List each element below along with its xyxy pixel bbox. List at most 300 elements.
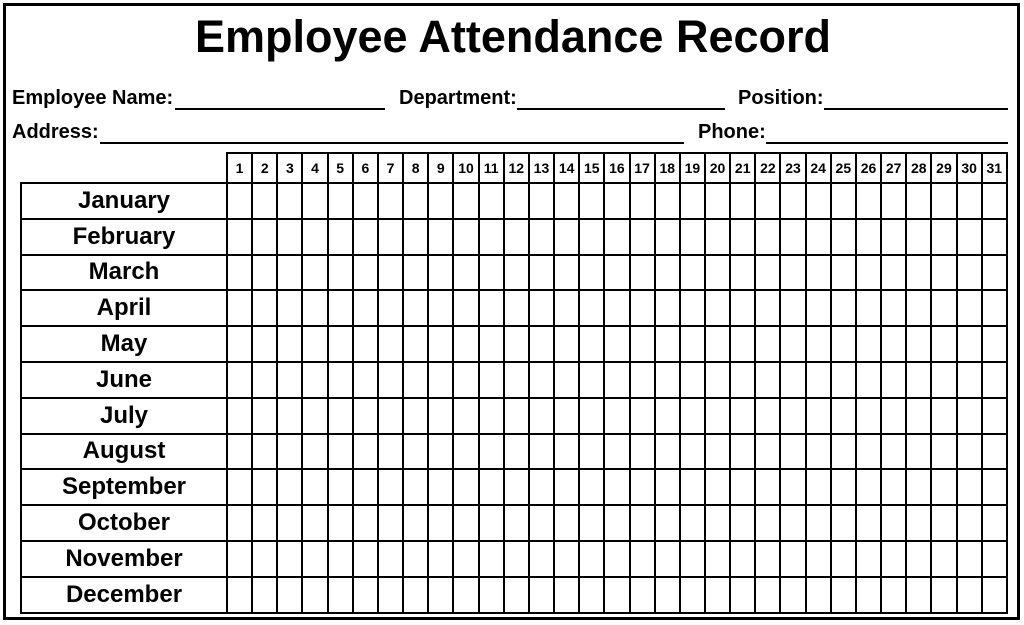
attendance-cell[interactable]	[302, 577, 327, 613]
attendance-cell[interactable]	[630, 398, 655, 434]
attendance-cell[interactable]	[554, 326, 579, 362]
attendance-cell[interactable]	[630, 362, 655, 398]
attendance-cell[interactable]	[529, 326, 554, 362]
attendance-cell[interactable]	[453, 183, 478, 219]
employee-name-field[interactable]	[12, 86, 173, 110]
attendance-cell[interactable]	[831, 434, 856, 470]
attendance-cell[interactable]	[680, 505, 705, 541]
attendance-cell[interactable]	[554, 469, 579, 505]
attendance-cell[interactable]	[529, 577, 554, 613]
attendance-cell[interactable]	[755, 255, 780, 291]
attendance-cell[interactable]	[604, 255, 629, 291]
attendance-cell[interactable]	[906, 541, 931, 577]
attendance-cell[interactable]	[328, 290, 353, 326]
attendance-cell[interactable]	[680, 183, 705, 219]
attendance-cell[interactable]	[604, 219, 629, 255]
position-field[interactable]	[738, 86, 824, 110]
attendance-cell[interactable]	[957, 505, 982, 541]
attendance-cell[interactable]	[831, 541, 856, 577]
attendance-cell[interactable]	[931, 505, 956, 541]
attendance-cell[interactable]	[378, 362, 403, 398]
attendance-cell[interactable]	[378, 183, 403, 219]
attendance-cell[interactable]	[931, 219, 956, 255]
attendance-cell[interactable]	[931, 398, 956, 434]
attendance-cell[interactable]	[302, 505, 327, 541]
attendance-cell[interactable]	[428, 290, 453, 326]
attendance-cell[interactable]	[378, 219, 403, 255]
department-field[interactable]	[399, 86, 517, 110]
attendance-cell[interactable]	[328, 541, 353, 577]
attendance-cell[interactable]	[806, 290, 831, 326]
attendance-cell[interactable]	[856, 290, 881, 326]
attendance-cell[interactable]	[504, 398, 529, 434]
attendance-cell[interactable]	[403, 290, 428, 326]
attendance-cell[interactable]	[227, 255, 252, 291]
attendance-cell[interactable]	[428, 577, 453, 613]
attendance-cell[interactable]	[353, 541, 378, 577]
attendance-cell[interactable]	[730, 434, 755, 470]
attendance-cell[interactable]	[302, 434, 327, 470]
attendance-cell[interactable]	[630, 577, 655, 613]
attendance-cell[interactable]	[554, 183, 579, 219]
attendance-cell[interactable]	[856, 362, 881, 398]
attendance-cell[interactable]	[353, 219, 378, 255]
attendance-cell[interactable]	[856, 398, 881, 434]
attendance-cell[interactable]	[931, 541, 956, 577]
attendance-cell[interactable]	[252, 326, 277, 362]
attendance-cell[interactable]	[353, 505, 378, 541]
attendance-cell[interactable]	[579, 505, 604, 541]
phone-field[interactable]	[698, 120, 766, 144]
attendance-cell[interactable]	[655, 398, 680, 434]
attendance-cell[interactable]	[353, 362, 378, 398]
attendance-cell[interactable]	[277, 255, 302, 291]
attendance-cell[interactable]	[655, 469, 680, 505]
attendance-cell[interactable]	[604, 434, 629, 470]
attendance-cell[interactable]	[680, 290, 705, 326]
attendance-cell[interactable]	[906, 290, 931, 326]
attendance-cell[interactable]	[277, 362, 302, 398]
attendance-cell[interactable]	[378, 469, 403, 505]
attendance-cell[interactable]	[982, 434, 1007, 470]
attendance-cell[interactable]	[428, 183, 453, 219]
attendance-cell[interactable]	[604, 326, 629, 362]
attendance-cell[interactable]	[227, 434, 252, 470]
attendance-cell[interactable]	[453, 255, 478, 291]
attendance-cell[interactable]	[479, 469, 504, 505]
attendance-cell[interactable]	[554, 290, 579, 326]
attendance-cell[interactable]	[529, 541, 554, 577]
attendance-cell[interactable]	[705, 541, 730, 577]
attendance-cell[interactable]	[252, 541, 277, 577]
attendance-cell[interactable]	[655, 362, 680, 398]
attendance-cell[interactable]	[680, 398, 705, 434]
attendance-cell[interactable]	[806, 362, 831, 398]
attendance-cell[interactable]	[252, 577, 277, 613]
attendance-cell[interactable]	[881, 469, 906, 505]
attendance-cell[interactable]	[630, 255, 655, 291]
attendance-cell[interactable]	[831, 290, 856, 326]
attendance-cell[interactable]	[806, 219, 831, 255]
attendance-cell[interactable]	[579, 255, 604, 291]
attendance-cell[interactable]	[403, 577, 428, 613]
attendance-cell[interactable]	[353, 398, 378, 434]
attendance-cell[interactable]	[604, 290, 629, 326]
attendance-cell[interactable]	[579, 326, 604, 362]
attendance-cell[interactable]	[604, 469, 629, 505]
attendance-cell[interactable]	[252, 398, 277, 434]
attendance-cell[interactable]	[780, 183, 805, 219]
attendance-cell[interactable]	[831, 219, 856, 255]
attendance-cell[interactable]	[655, 577, 680, 613]
attendance-cell[interactable]	[403, 541, 428, 577]
attendance-cell[interactable]	[730, 398, 755, 434]
attendance-cell[interactable]	[982, 362, 1007, 398]
attendance-cell[interactable]	[680, 469, 705, 505]
attendance-cell[interactable]	[378, 541, 403, 577]
attendance-cell[interactable]	[428, 434, 453, 470]
attendance-cell[interactable]	[227, 290, 252, 326]
attendance-cell[interactable]	[906, 398, 931, 434]
attendance-cell[interactable]	[378, 255, 403, 291]
attendance-cell[interactable]	[931, 577, 956, 613]
attendance-cell[interactable]	[579, 434, 604, 470]
attendance-cell[interactable]	[906, 469, 931, 505]
attendance-cell[interactable]	[227, 362, 252, 398]
attendance-cell[interactable]	[579, 183, 604, 219]
attendance-cell[interactable]	[931, 362, 956, 398]
attendance-cell[interactable]	[428, 219, 453, 255]
attendance-cell[interactable]	[403, 469, 428, 505]
attendance-cell[interactable]	[881, 398, 906, 434]
attendance-cell[interactable]	[453, 505, 478, 541]
attendance-cell[interactable]	[856, 219, 881, 255]
attendance-cell[interactable]	[529, 255, 554, 291]
attendance-cell[interactable]	[906, 505, 931, 541]
attendance-cell[interactable]	[705, 398, 730, 434]
attendance-cell[interactable]	[227, 577, 252, 613]
attendance-cell[interactable]	[353, 469, 378, 505]
attendance-cell[interactable]	[529, 398, 554, 434]
attendance-cell[interactable]	[479, 398, 504, 434]
attendance-cell[interactable]	[957, 469, 982, 505]
attendance-cell[interactable]	[705, 577, 730, 613]
attendance-cell[interactable]	[680, 255, 705, 291]
attendance-cell[interactable]	[655, 290, 680, 326]
attendance-cell[interactable]	[252, 362, 277, 398]
attendance-cell[interactable]	[604, 362, 629, 398]
attendance-cell[interactable]	[755, 219, 780, 255]
attendance-cell[interactable]	[806, 541, 831, 577]
attendance-cell[interactable]	[554, 219, 579, 255]
attendance-cell[interactable]	[479, 577, 504, 613]
attendance-cell[interactable]	[856, 183, 881, 219]
attendance-cell[interactable]	[831, 326, 856, 362]
attendance-cell[interactable]	[479, 434, 504, 470]
attendance-cell[interactable]	[403, 505, 428, 541]
attendance-cell[interactable]	[579, 398, 604, 434]
attendance-cell[interactable]	[705, 183, 730, 219]
attendance-cell[interactable]	[227, 219, 252, 255]
attendance-cell[interactable]	[428, 541, 453, 577]
attendance-cell[interactable]	[277, 505, 302, 541]
attendance-cell[interactable]	[277, 183, 302, 219]
attendance-cell[interactable]	[403, 219, 428, 255]
attendance-cell[interactable]	[252, 290, 277, 326]
attendance-cell[interactable]	[302, 219, 327, 255]
attendance-cell[interactable]	[856, 255, 881, 291]
attendance-cell[interactable]	[831, 469, 856, 505]
attendance-cell[interactable]	[881, 219, 906, 255]
attendance-cell[interactable]	[831, 255, 856, 291]
attendance-cell[interactable]	[655, 434, 680, 470]
attendance-cell[interactable]	[881, 183, 906, 219]
attendance-cell[interactable]	[881, 505, 906, 541]
attendance-cell[interactable]	[529, 290, 554, 326]
attendance-cell[interactable]	[957, 255, 982, 291]
attendance-cell[interactable]	[403, 326, 428, 362]
attendance-cell[interactable]	[328, 434, 353, 470]
attendance-cell[interactable]	[906, 434, 931, 470]
attendance-cell[interactable]	[328, 255, 353, 291]
attendance-cell[interactable]	[856, 577, 881, 613]
attendance-cell[interactable]	[931, 326, 956, 362]
attendance-cell[interactable]	[328, 219, 353, 255]
attendance-cell[interactable]	[277, 398, 302, 434]
attendance-cell[interactable]	[680, 219, 705, 255]
attendance-cell[interactable]	[806, 398, 831, 434]
attendance-cell[interactable]	[780, 577, 805, 613]
attendance-cell[interactable]	[957, 362, 982, 398]
attendance-cell[interactable]	[982, 219, 1007, 255]
attendance-cell[interactable]	[655, 541, 680, 577]
attendance-cell[interactable]	[806, 577, 831, 613]
attendance-cell[interactable]	[504, 255, 529, 291]
attendance-cell[interactable]	[680, 434, 705, 470]
attendance-cell[interactable]	[328, 505, 353, 541]
attendance-cell[interactable]	[906, 183, 931, 219]
attendance-cell[interactable]	[277, 219, 302, 255]
attendance-cell[interactable]	[403, 255, 428, 291]
attendance-cell[interactable]	[831, 505, 856, 541]
attendance-cell[interactable]	[554, 362, 579, 398]
attendance-cell[interactable]	[428, 398, 453, 434]
attendance-cell[interactable]	[780, 362, 805, 398]
attendance-cell[interactable]	[302, 541, 327, 577]
attendance-cell[interactable]	[302, 362, 327, 398]
attendance-cell[interactable]	[806, 434, 831, 470]
attendance-cell[interactable]	[630, 219, 655, 255]
attendance-cell[interactable]	[227, 326, 252, 362]
attendance-cell[interactable]	[806, 505, 831, 541]
attendance-cell[interactable]	[957, 541, 982, 577]
attendance-cell[interactable]	[504, 469, 529, 505]
attendance-cell[interactable]	[906, 255, 931, 291]
attendance-cell[interactable]	[906, 362, 931, 398]
attendance-cell[interactable]	[554, 505, 579, 541]
attendance-cell[interactable]	[755, 577, 780, 613]
attendance-cell[interactable]	[227, 541, 252, 577]
attendance-cell[interactable]	[504, 183, 529, 219]
attendance-cell[interactable]	[504, 577, 529, 613]
attendance-cell[interactable]	[378, 434, 403, 470]
attendance-cell[interactable]	[705, 255, 730, 291]
attendance-cell[interactable]	[227, 505, 252, 541]
attendance-cell[interactable]	[780, 505, 805, 541]
attendance-cell[interactable]	[302, 469, 327, 505]
attendance-cell[interactable]	[881, 326, 906, 362]
attendance-cell[interactable]	[529, 183, 554, 219]
attendance-cell[interactable]	[353, 326, 378, 362]
attendance-cell[interactable]	[328, 326, 353, 362]
attendance-cell[interactable]	[705, 219, 730, 255]
attendance-cell[interactable]	[755, 469, 780, 505]
attendance-cell[interactable]	[957, 326, 982, 362]
attendance-cell[interactable]	[780, 255, 805, 291]
attendance-cell[interactable]	[630, 434, 655, 470]
attendance-cell[interactable]	[755, 183, 780, 219]
attendance-cell[interactable]	[453, 362, 478, 398]
attendance-cell[interactable]	[554, 434, 579, 470]
attendance-cell[interactable]	[730, 541, 755, 577]
attendance-cell[interactable]	[630, 541, 655, 577]
attendance-cell[interactable]	[982, 505, 1007, 541]
attendance-cell[interactable]	[403, 434, 428, 470]
attendance-cell[interactable]	[579, 219, 604, 255]
attendance-cell[interactable]	[780, 219, 805, 255]
attendance-cell[interactable]	[780, 290, 805, 326]
attendance-cell[interactable]	[403, 362, 428, 398]
attendance-cell[interactable]	[328, 577, 353, 613]
attendance-cell[interactable]	[277, 290, 302, 326]
attendance-cell[interactable]	[881, 541, 906, 577]
attendance-cell[interactable]	[982, 183, 1007, 219]
address-field[interactable]	[12, 120, 99, 144]
attendance-cell[interactable]	[428, 505, 453, 541]
attendance-cell[interactable]	[856, 326, 881, 362]
attendance-cell[interactable]	[856, 469, 881, 505]
attendance-cell[interactable]	[302, 398, 327, 434]
attendance-cell[interactable]	[554, 255, 579, 291]
attendance-cell[interactable]	[906, 219, 931, 255]
attendance-cell[interactable]	[277, 434, 302, 470]
attendance-cell[interactable]	[378, 290, 403, 326]
attendance-cell[interactable]	[353, 290, 378, 326]
attendance-cell[interactable]	[328, 469, 353, 505]
attendance-cell[interactable]	[579, 541, 604, 577]
attendance-cell[interactable]	[755, 290, 780, 326]
attendance-cell[interactable]	[453, 290, 478, 326]
attendance-cell[interactable]	[780, 434, 805, 470]
attendance-cell[interactable]	[328, 183, 353, 219]
attendance-cell[interactable]	[453, 434, 478, 470]
attendance-cell[interactable]	[479, 183, 504, 219]
attendance-cell[interactable]	[755, 398, 780, 434]
attendance-cell[interactable]	[428, 255, 453, 291]
attendance-cell[interactable]	[579, 290, 604, 326]
attendance-cell[interactable]	[529, 469, 554, 505]
attendance-cell[interactable]	[931, 255, 956, 291]
attendance-cell[interactable]	[529, 219, 554, 255]
attendance-cell[interactable]	[479, 326, 504, 362]
attendance-cell[interactable]	[353, 183, 378, 219]
attendance-cell[interactable]	[353, 255, 378, 291]
attendance-cell[interactable]	[806, 183, 831, 219]
attendance-cell[interactable]	[277, 326, 302, 362]
attendance-cell[interactable]	[604, 541, 629, 577]
attendance-cell[interactable]	[780, 326, 805, 362]
attendance-cell[interactable]	[227, 469, 252, 505]
attendance-cell[interactable]	[378, 505, 403, 541]
attendance-cell[interactable]	[755, 505, 780, 541]
attendance-cell[interactable]	[982, 541, 1007, 577]
attendance-cell[interactable]	[705, 434, 730, 470]
attendance-cell[interactable]	[730, 183, 755, 219]
attendance-cell[interactable]	[831, 577, 856, 613]
attendance-cell[interactable]	[957, 577, 982, 613]
attendance-cell[interactable]	[302, 255, 327, 291]
attendance-cell[interactable]	[453, 541, 478, 577]
attendance-cell[interactable]	[730, 255, 755, 291]
attendance-cell[interactable]	[579, 362, 604, 398]
attendance-cell[interactable]	[277, 541, 302, 577]
attendance-cell[interactable]	[428, 326, 453, 362]
attendance-cell[interactable]	[504, 434, 529, 470]
attendance-cell[interactable]	[453, 326, 478, 362]
attendance-cell[interactable]	[479, 219, 504, 255]
attendance-cell[interactable]	[755, 434, 780, 470]
attendance-cell[interactable]	[755, 362, 780, 398]
attendance-cell[interactable]	[453, 398, 478, 434]
attendance-cell[interactable]	[479, 255, 504, 291]
attendance-cell[interactable]	[655, 255, 680, 291]
attendance-cell[interactable]	[252, 469, 277, 505]
attendance-cell[interactable]	[378, 398, 403, 434]
attendance-cell[interactable]	[579, 577, 604, 613]
attendance-cell[interactable]	[403, 183, 428, 219]
attendance-cell[interactable]	[655, 183, 680, 219]
attendance-cell[interactable]	[353, 434, 378, 470]
attendance-cell[interactable]	[554, 398, 579, 434]
attendance-cell[interactable]	[504, 541, 529, 577]
attendance-cell[interactable]	[655, 505, 680, 541]
attendance-cell[interactable]	[931, 290, 956, 326]
attendance-cell[interactable]	[982, 255, 1007, 291]
attendance-cell[interactable]	[328, 362, 353, 398]
attendance-cell[interactable]	[780, 398, 805, 434]
attendance-cell[interactable]	[730, 505, 755, 541]
attendance-cell[interactable]	[730, 290, 755, 326]
attendance-cell[interactable]	[881, 434, 906, 470]
attendance-cell[interactable]	[302, 290, 327, 326]
attendance-cell[interactable]	[378, 577, 403, 613]
attendance-cell[interactable]	[604, 505, 629, 541]
attendance-cell[interactable]	[780, 541, 805, 577]
attendance-cell[interactable]	[630, 505, 655, 541]
attendance-cell[interactable]	[378, 326, 403, 362]
attendance-cell[interactable]	[881, 290, 906, 326]
attendance-cell[interactable]	[957, 434, 982, 470]
attendance-cell[interactable]	[831, 183, 856, 219]
attendance-cell[interactable]	[227, 398, 252, 434]
attendance-cell[interactable]	[630, 469, 655, 505]
attendance-cell[interactable]	[630, 290, 655, 326]
attendance-cell[interactable]	[277, 577, 302, 613]
attendance-cell[interactable]	[604, 183, 629, 219]
attendance-cell[interactable]	[252, 434, 277, 470]
attendance-cell[interactable]	[453, 577, 478, 613]
attendance-cell[interactable]	[252, 219, 277, 255]
